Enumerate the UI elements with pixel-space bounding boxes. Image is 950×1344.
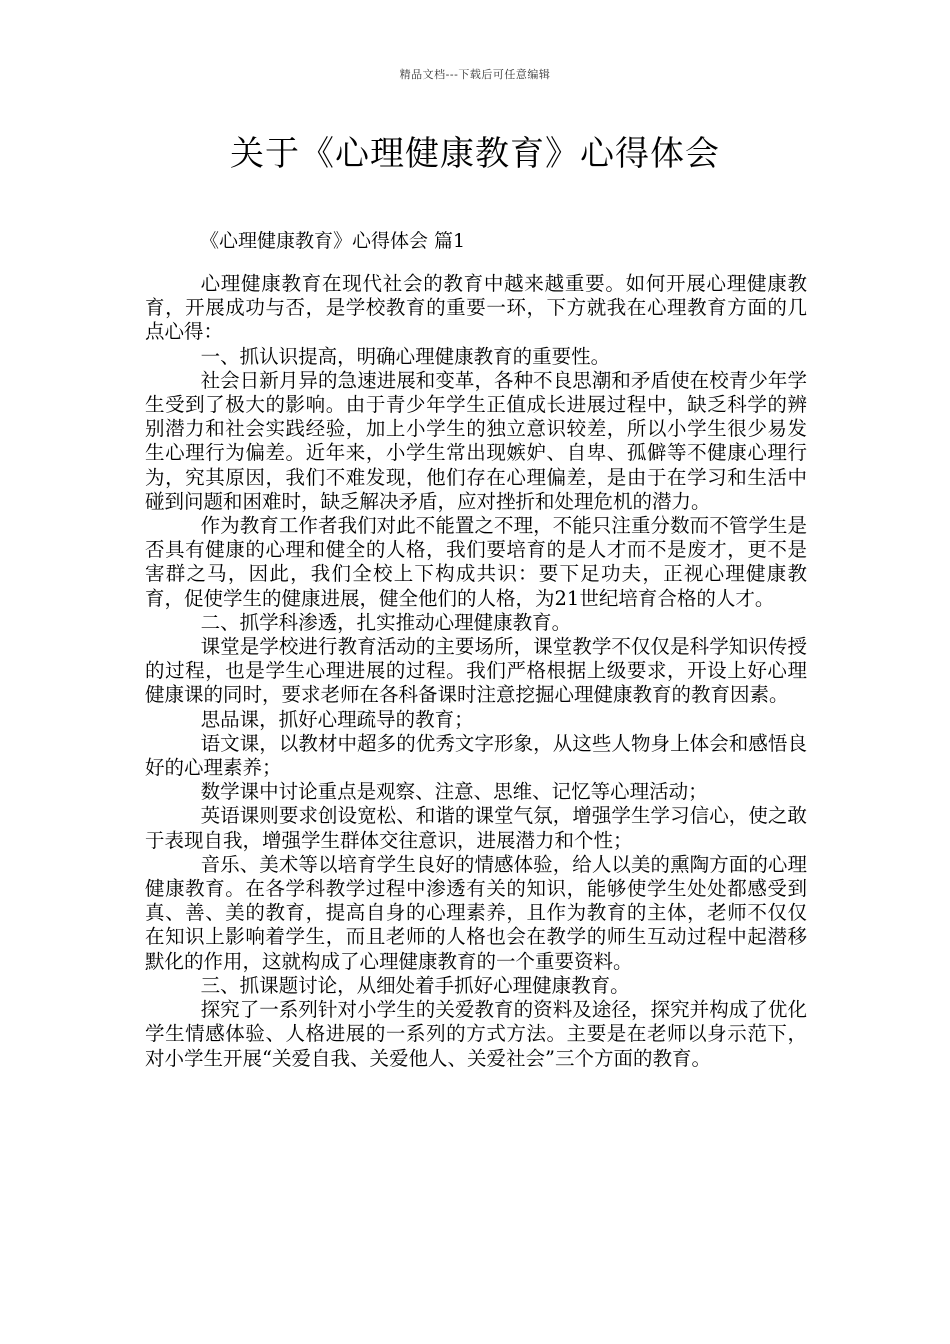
paragraph: 课堂是学校进行教育活动的主要场所，课堂教学不仅仅是科学知识传授的过程，也是学生心理进展的过程。我们严格根据上级要求，开设上好心理健康课的同时，要求老师在各科备课时注意挖掘心理健康教育的教育因素。 — [145, 635, 807, 707]
paragraph: 作为教育工作者我们对此不能置之不理，不能只注重分数而不管学生是否具有健康的心理和健全的人格，我们要培育的是人才而不是废才，更不是害群之马，因此，我们全校上下构成共识：要下足功夫，正视心理健康教育，促使学生的健康进展，健全他们的人格，为21世纪培育合格的人才。 — [145, 514, 807, 610]
paragraph: 心理健康教育在现代社会的教育中越来越重要。如何开展心理健康教育，开展成功与否，是学校教育的重要一环，下方就我在心理教育方面的几点心得： — [145, 272, 807, 344]
paragraph: 社会日新月异的急速进展和变革，各种不良思潮和矛盾使在校青少年学生受到了极大的影响。由于青少年学生正值成长进展过程中，缺乏科学的辨别潜力和社会实践经验，加上小学生的独立意识较差，所以小学生很少易发生心理行为偏差。近年来，小学生常出现嫉妒、自卑、孤僻等不健康心理行为，究其原因，我们不难发现，他们存在心理偏差，是由于在学习和生活中碰到问题和困难时，缺乏解决矛盾，应对挫折和处理危机的潜力。 — [145, 368, 807, 513]
paragraph: 三、抓课题讨论，从细处着手抓好心理健康教育。 — [200, 973, 630, 997]
paragraph: 思品课，抓好心理疏导的教育； — [200, 707, 474, 731]
section-heading: 《心理健康教育》心得体会 篇1 — [200, 230, 466, 252]
paragraph: 音乐、美术等以培育学生良好的情感体验，给人以美的熏陶方面的心理健康教育。在各学科教学过程中渗透有关的知识，能够使学生处处都感受到真、善、美的教育，提高自身的心理素养，且作为教育的主体，老师不仅仅在知识上影响着学生，而且老师的人格也会在教学的师生互动过程中起潜移默化的作用，这就构成了心理健康教育的一个重要资料。 — [145, 852, 807, 973]
paragraph: 一、抓认识提高，明确心理健康教育的重要性。 — [200, 344, 611, 368]
document-body — [145, 272, 807, 1071]
paragraph: 二、抓学科渗透，扎实推动心理健康教育。 — [200, 610, 572, 634]
header-note: 精品文档---下载后可任意编辑 — [399, 68, 551, 81]
paragraph: 探究了一系列针对小学生的关爱教育的资料及途径，探究并构成了优化学生情感体验、人格进展的一系列的方式方法。主要是在老师以身示范下，对小学生开展“关爱自我、关爱他人、关爱社会”三个方面的教育。 — [145, 998, 807, 1070]
document-title: 关于《心理健康教育》心得体会 — [230, 134, 720, 174]
paragraph: 语文课，以教材中超多的优秀文字形象，从这些人物身上体会和感悟良好的心理素养； — [145, 731, 807, 780]
paragraph: 英语课则要求创设宽松、和谐的课堂气氛，增强学生学习信心，使之敢于表现自我，增强学生群体交往意识，进展潜力和个性； — [145, 804, 807, 852]
paragraph: 数学课中讨论重点是观察、注意、思维、记忆等心理活动； — [200, 780, 708, 804]
